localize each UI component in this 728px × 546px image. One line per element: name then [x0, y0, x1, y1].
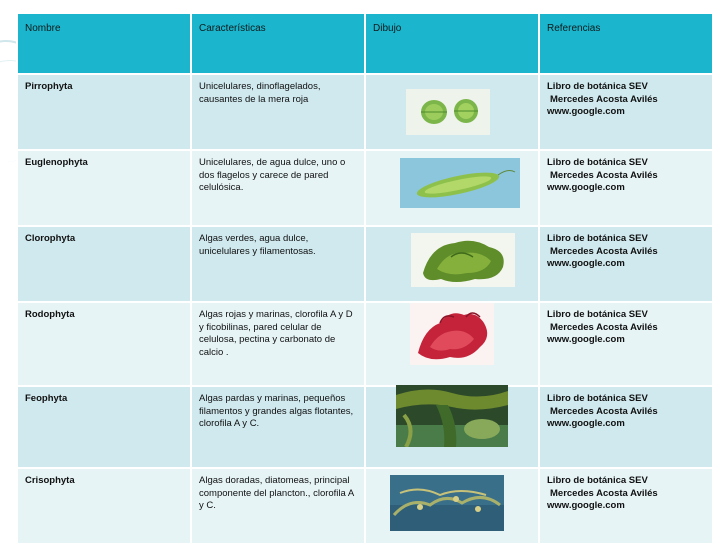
algae-table — [16, 12, 714, 545]
euglena-image — [400, 158, 520, 208]
reference-website: www.google.com — [547, 500, 625, 511]
reference-website: www.google.com — [547, 334, 625, 345]
reference-website: www.google.com — [547, 106, 625, 117]
header-traits: Características — [191, 13, 365, 74]
division-traits: Algas pardas y marinas, pequeños filamentos y grandes algas flotantes, clorofila A y C. — [191, 386, 365, 468]
division-traits: Algas doradas, diatomeas, principal componente del plancton., clorofila A y C. — [191, 468, 365, 544]
table-header-row — [17, 13, 713, 74]
brown-algae-image — [396, 385, 508, 447]
reference-author: Mercedes Acosta Avilés — [550, 405, 658, 417]
reference-author: Mercedes Acosta Avilés — [550, 245, 658, 257]
table-row — [17, 302, 713, 386]
reference-book: Libro de botánica SEV — [547, 233, 648, 244]
table-row — [17, 150, 713, 226]
table-row — [17, 468, 713, 544]
reference-book: Libro de botánica SEV — [547, 309, 648, 320]
references-cell — [539, 226, 713, 302]
division-name: Euglenophyta — [17, 150, 191, 226]
reference-website: www.google.com — [547, 258, 625, 269]
references-cell — [539, 74, 713, 150]
drawing-cell — [365, 74, 539, 150]
reference-author: Mercedes Acosta Avilés — [550, 169, 658, 181]
references-cell — [539, 302, 713, 386]
reference-website: www.google.com — [547, 418, 625, 429]
division-traits: Algas verdes, agua dulce, unicelulares y filamentosas. — [191, 226, 365, 302]
division-name: Crisophyta — [17, 468, 191, 544]
division-traits: Algas rojas y marinas, clorofila A y D y ficobilinas, pared celular de celulosa, pectina y carbonato de calcio . — [191, 302, 365, 386]
header-drawing: Dibujo — [365, 13, 539, 74]
reference-author: Mercedes Acosta Avilés — [550, 93, 658, 105]
division-name: Feophyta — [17, 386, 191, 468]
header-references: Referencias — [539, 13, 713, 74]
reference-website: www.google.com — [547, 182, 625, 193]
reference-author: Mercedes Acosta Avilés — [550, 487, 658, 499]
division-name: Clorophyta — [17, 226, 191, 302]
drawing-cell — [365, 302, 539, 386]
reference-book: Libro de botánica SEV — [547, 475, 648, 486]
green-algae-image — [411, 233, 515, 287]
division-name: Pirrophyta — [17, 74, 191, 150]
references-cell — [539, 386, 713, 468]
reference-book: Libro de botánica SEV — [547, 81, 648, 92]
drawing-cell — [365, 150, 539, 226]
table-row — [17, 226, 713, 302]
reference-author: Mercedes Acosta Avilés — [550, 321, 658, 333]
dinoflagellate-image — [406, 89, 490, 135]
references-cell — [539, 150, 713, 226]
diatom-image — [390, 475, 504, 531]
drawing-cell — [365, 386, 539, 468]
drawing-cell — [365, 468, 539, 544]
reference-book: Libro de botánica SEV — [547, 393, 648, 404]
division-traits: Unicelulares, de agua dulce, uno o dos flagelos y carece de pared celulósica. — [191, 150, 365, 226]
division-traits: Unicelulares, dinoflagelados, causantes de la mera roja — [191, 74, 365, 150]
red-algae-image — [410, 303, 494, 365]
table-row — [17, 74, 713, 150]
header-name: Nombre — [17, 13, 191, 74]
reference-book: Libro de botánica SEV — [547, 157, 648, 168]
division-name: Rodophyta — [17, 302, 191, 386]
references-cell — [539, 468, 713, 544]
drawing-cell — [365, 226, 539, 302]
table-row — [17, 386, 713, 468]
